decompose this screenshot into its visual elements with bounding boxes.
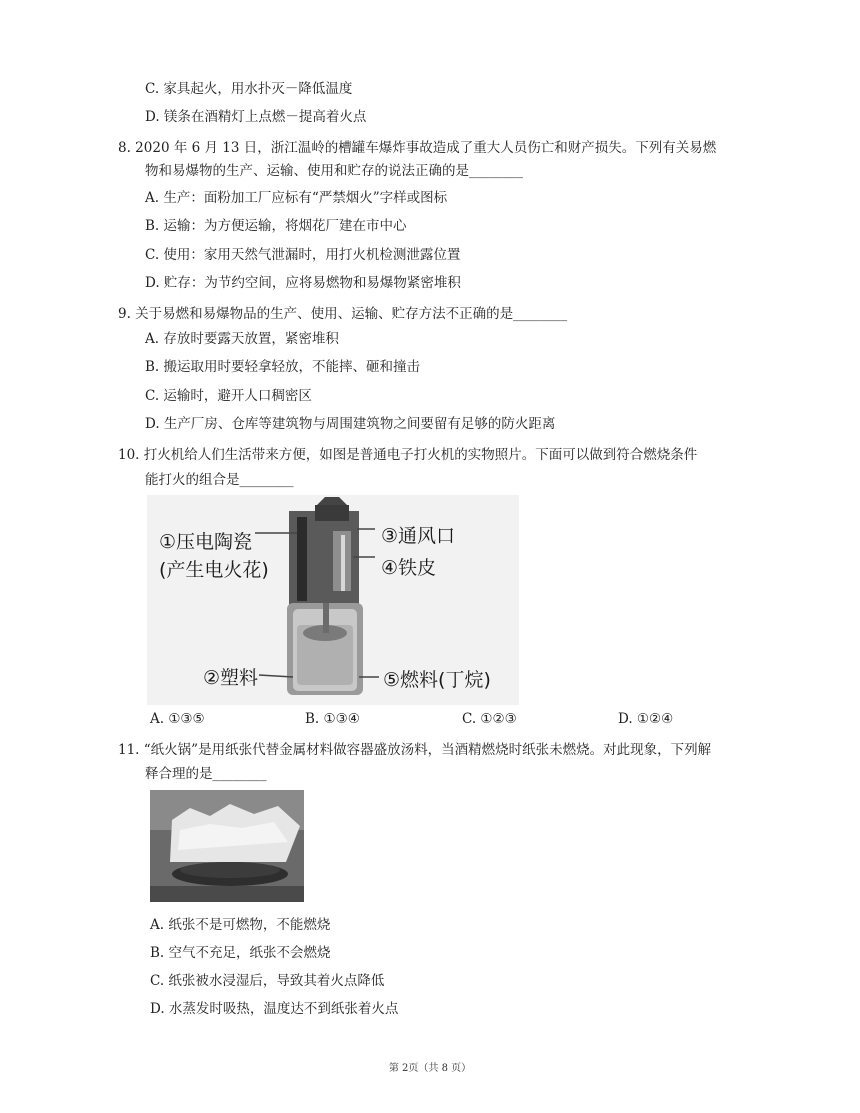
q11-option-d: D. 水蒸发时吸热，温度达不到纸张着火点 [150,1001,399,1017]
q8-option-d: D. 贮存：为节约空间，应将易燃物和易爆物紧密堆积 [145,275,461,291]
label-plastic: ②塑料 [203,667,259,689]
label-piezo-ceramic: ①压电陶瓷 [159,531,253,553]
q9-option-b: B. 搬运取用时要轻拿轻放，不能摔、砸和撞击 [145,359,421,375]
q10-option-d: D. ①②④ [618,711,674,727]
q11-option-c: C. 纸张被水浸湿后，导致其着火点降低 [150,973,385,989]
q8-stem-line1: 8. 2020 年 6 月 13 日，浙江温岭的槽罐车爆炸事故造成了重大人员伤亡和财产损失。下列有关易燃 [118,140,717,156]
q8-option-c: C. 使用：家用天然气泄漏时，用打火机检测泄露位置 [145,247,461,263]
q10-option-b: B. ①③④ [305,711,360,727]
q11-option-a: A. 纸张不是可燃物，不能燃烧 [150,917,331,933]
label-piezo-note: (产生电火花) [159,559,269,581]
q7-option-c: C. 家具起火，用水扑灭－降低温度 [145,81,353,97]
q11-option-b: B. 空气不充足，纸张不会燃烧 [150,945,331,961]
q9-option-a: A. 存放时要露天放置，紧密堆积 [145,331,339,347]
q9-stem: 9. 关于易燃和易爆物品的生产、使用、运输、贮存方法不正确的是________ [118,306,568,322]
q8-option-b: B. 运输：为方便运输，将烟花厂建在市中心 [145,218,407,234]
q11-stem-line2: 释合理的是________ [145,766,267,782]
q7-option-d: D. 镁条在酒精灯上点燃－提高着火点 [145,109,367,125]
label-fuel: ⑤燃料(丁烷) [383,669,491,691]
label-iron-sheet: ④铁皮 [381,557,437,579]
q9-option-c: C. 运输时，避开人口稠密区 [145,388,312,404]
q8-option-a: A. 生产：面粉加工厂应标有“严禁烟火”字样或图标 [145,190,448,206]
q10-stem-line1: 10. 打火机给人们生活带来方便，如图是普通电子打火机的实物照片。下面可以做到符合燃烧条件 [118,447,698,463]
page-footer: 第 2页（共 8 页） [388,1063,472,1074]
q10-stem-line2: 能打火的组合是________ [145,472,294,488]
lighter-photo [147,495,519,705]
label-vent: ③通风口 [381,525,456,547]
q8-stem-line2: 物和易爆物的生产、运输、使用和贮存的说法正确的是________ [145,163,523,179]
q9-option-d: D. 生产厂房、仓库等建筑物与周围建筑物之间要留有足够的防火距离 [145,416,556,432]
paper-hotpot-photo [150,790,304,902]
q10-option-a: A. ①③⑤ [150,711,205,727]
q10-option-c: C. ①②③ [462,711,517,727]
q11-stem-line1: 11. “纸火锅”是用纸张代替金属材料做容器盛放汤料，当酒精燃烧时纸张未燃烧。对此现象，下列解 [118,742,712,758]
paper-hotpot-drawing [150,790,304,902]
